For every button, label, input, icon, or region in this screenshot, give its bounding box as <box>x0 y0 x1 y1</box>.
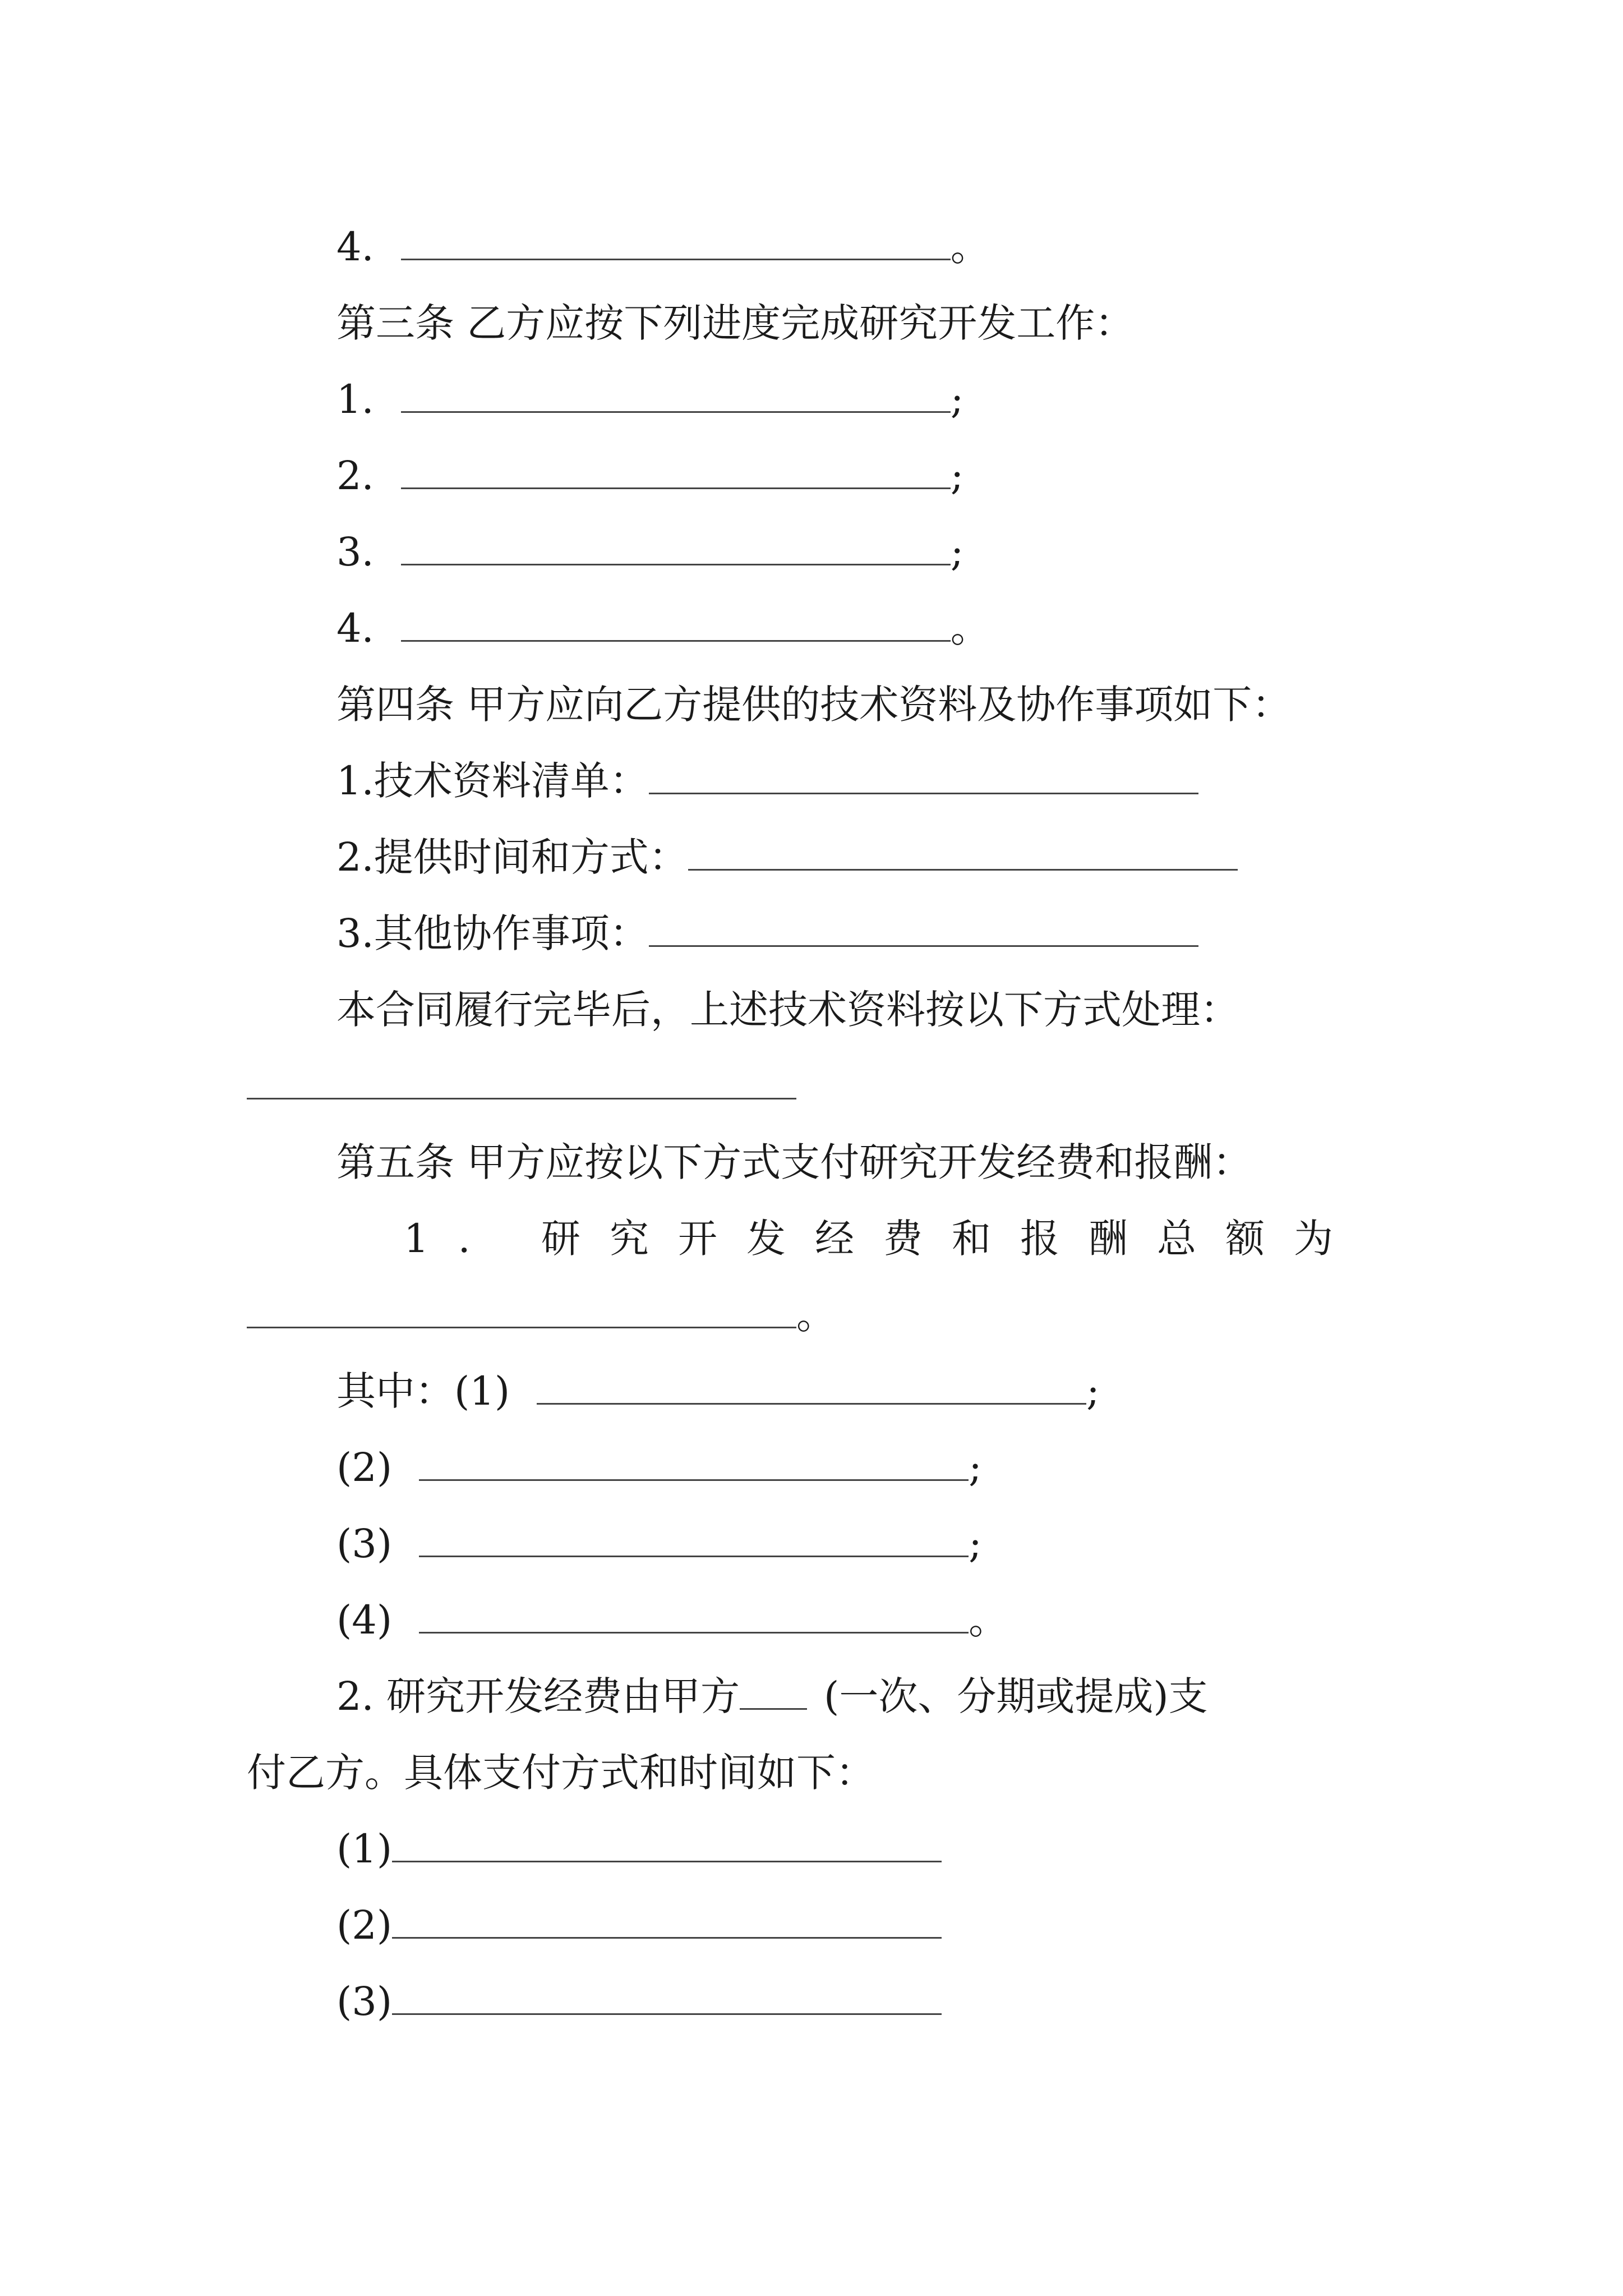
fill-blank[interactable] <box>401 375 951 413</box>
list-item: (4) 。 <box>336 1597 1008 1643</box>
fill-blank[interactable] <box>740 1672 807 1710</box>
list-item: 。 <box>247 1287 836 1343</box>
fill-blank[interactable] <box>419 1443 969 1481</box>
list-item: 1. ; <box>336 376 964 422</box>
list-item: (3) <box>336 1973 942 2030</box>
list-item: 其中：(1) ; <box>336 1368 1100 1414</box>
list-item: (3) ; <box>336 1521 982 1567</box>
fill-blank[interactable] <box>649 909 1198 947</box>
paragraph: 本合同履行完毕后，上述技术资料按以下方式处理： <box>336 987 1239 1033</box>
fill-blank[interactable] <box>419 1596 969 1634</box>
fill-blank[interactable] <box>401 604 951 642</box>
list-item: (2) <box>336 1897 942 1953</box>
article-4-title: 第四条 甲方应向乙方提供的技术资料及协作事项如下： <box>336 682 1292 728</box>
list-item: (1) <box>336 1821 942 1877</box>
fill-blank[interactable] <box>649 757 1198 794</box>
fill-blank[interactable] <box>392 1977 942 2015</box>
article-3-title: 第三条 乙方应按下列进度完成研究开发工作： <box>336 300 1135 346</box>
paragraph: 2. 研究开发经费由甲方 (一次、分期或提成)支 <box>336 1673 1208 1719</box>
fill-blank[interactable] <box>401 528 951 565</box>
fill-blank[interactable] <box>688 833 1238 871</box>
fill-blank[interactable] <box>247 1291 796 1328</box>
fill-blank[interactable] <box>247 1062 796 1099</box>
fill-blank[interactable] <box>537 1367 1086 1405</box>
list-item: 2. ; <box>336 453 964 499</box>
paragraph: 1. 研究开发经费和报酬总额为 <box>404 1216 1363 1262</box>
list-item: 3.其他协作事项： <box>336 905 1198 961</box>
fill-blank[interactable] <box>419 1520 969 1557</box>
item-number: 4. <box>336 224 374 270</box>
list-item: 3. ; <box>336 529 964 575</box>
fill-blank[interactable] <box>401 452 951 489</box>
fill-blank[interactable] <box>401 223 951 260</box>
list-item <box>247 1058 796 1114</box>
list-item: 1.技术资料清单： <box>336 753 1198 809</box>
list-item: 4. 。 <box>336 605 990 651</box>
paragraph: 付乙方。具体支付方式和时间如下： <box>247 1750 875 1796</box>
fill-blank[interactable] <box>392 1901 942 1939</box>
article-5-title: 第五条 甲方应按以下方式支付研究开发经费和报酬： <box>336 1139 1252 1185</box>
list-item: 2.提供时间和方式： <box>336 829 1238 885</box>
list-item: 4. 。 <box>336 224 990 270</box>
fill-blank[interactable] <box>392 1825 942 1862</box>
list-item: (2) ; <box>336 1444 982 1490</box>
